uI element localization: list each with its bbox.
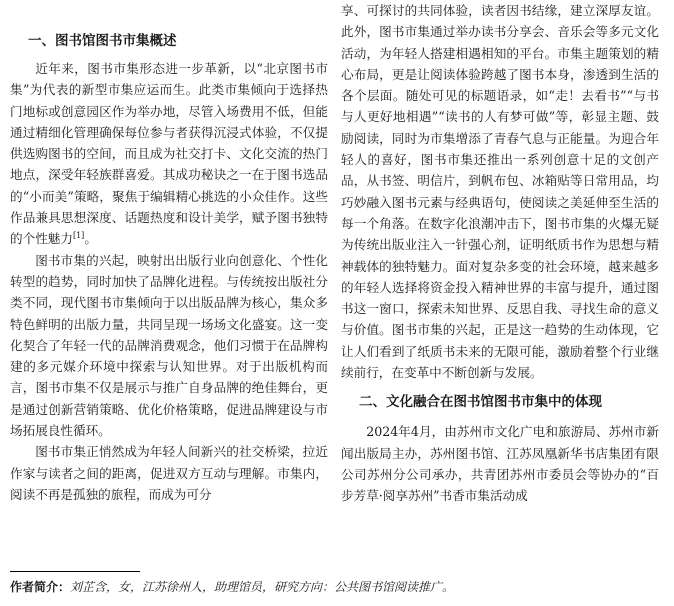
section-2-paragraph-1: 2024年4月，由苏州市文化广电和旅游局、苏州市新闻出版局主办，苏州图书馆、江苏凤凰新华书店集团有限公司苏州分公司承办，共青团苏州市委员会等协办的“百步芳草·阅享苏州”书香市集活动成 bbox=[341, 424, 659, 504]
section-1-paragraph-3: 图书市集正悄然成为年轻人间新兴的社交桥梁，拉近作家与读者之间的距离，促进双方互动与理解。市集内，阅读不再是孤独的旅程，而成为可分 bbox=[10, 444, 328, 502]
footnote-divider bbox=[10, 571, 140, 572]
author-note bbox=[10, 578, 670, 596]
section-2-title: 二、文化融合在图书馆图书市集中的体现 bbox=[359, 394, 602, 411]
reference-marker: [1] bbox=[72, 231, 85, 241]
section-1-paragraph-1-text: 近年来，图书市集形态进一步革新，以“北京图书市集”为代表的新型市集应运而生。此类市集倾向于选择热门地标或创意园区作为举办地，尽管入场费用不低，但能通过精细化管理确保每位参与者获得沉浸式体验，不仅提供选购图书的空间，而且成为社交打卡、文化交流的热门地点，深受年轻族群喜爱。其成功秘诀之一在于图书选品的“小而美”策略，聚焦于编辑精心挑选的小众佳作。这些作品兼具思想深度、话题热度和设计美学，赋予图书独特的个性魅力 bbox=[10, 61, 328, 247]
section-1-paragraph-2: 图书市集的兴起，映射出出版行业向创意化、个性化转型的趋势，同时加快了品牌化进程。与传统按出版社分类不同，现代图书市集倾向于以出版品牌为核心，集众多特色鲜明的出版力量，共同呈现一场场文化盛宴。这一变化契合了年轻一代的品牌消费观念，他们习惯于在品牌构建的多元媒介环境中探索与认知世界。对于出版机构而言，图书市集不仅是展示与推广自身品牌的绝佳舞台，更是通过创新营销策略、优化价格策略，促进品牌建设与市场拓展良性循环。 bbox=[10, 252, 328, 439]
section-1-paragraph-1 bbox=[10, 58, 328, 250]
author-note-label: 作者简介： bbox=[10, 580, 71, 594]
left-column bbox=[10, 6, 328, 505]
section-1-paragraph-3-continued: 享、可探讨的共同体验，读者因书结缘，建立深厚友谊。此外，图书市集通过举办读书分享会、音乐会等多元文化活动，为年轻人搭建相遇相知的平台。市集主题策划的精心布局，更是让阅读体验跨越了图书本身，渗透到生活的各个层面。随处可见的标题语录，如“走！去看书”“与书与人更好地相遇”“读书的人有梦可做”等，彰显主题、鼓励阅读，同时为市集增添了青春气息与正能量。为迎合年轻人的喜好，图书市集还推出一系列创意十足的文创产品，从书签、明信片，到帆布包、冰箱贴等日常用品，均巧妙融入图书元素与经典语句，使阅读之美延伸至生活的每一个角落。在数字化浪潮冲击下，图书市集的火爆无疑为传统出版业注入一针强心剂，证明纸质书作为思想与精神载体的独特魅力。面对复杂多变的社会环境，越来越多的年轻人选择将资金投入精神世界的丰富与提升，通过图书这一窗口，探索未知世界、反思自我、寻找生命的意义与价值。图书市集的兴起，正是这一趋势的生动体现，它让人们看到了纸质书未来的无限可能，激励着整个行业继续前行，在变革中不断创新与发展。 bbox=[341, 3, 659, 381]
author-note-text: 刘芷含，女，江苏徐州人，助理馆员，研究方向：公共图书馆阅读推广。 bbox=[70, 580, 455, 594]
section-1-title: 一、图书馆图书市集概述 bbox=[28, 33, 177, 49]
right-column bbox=[341, 0, 659, 507]
section-1-paragraph-1-end: 。 bbox=[84, 231, 97, 247]
